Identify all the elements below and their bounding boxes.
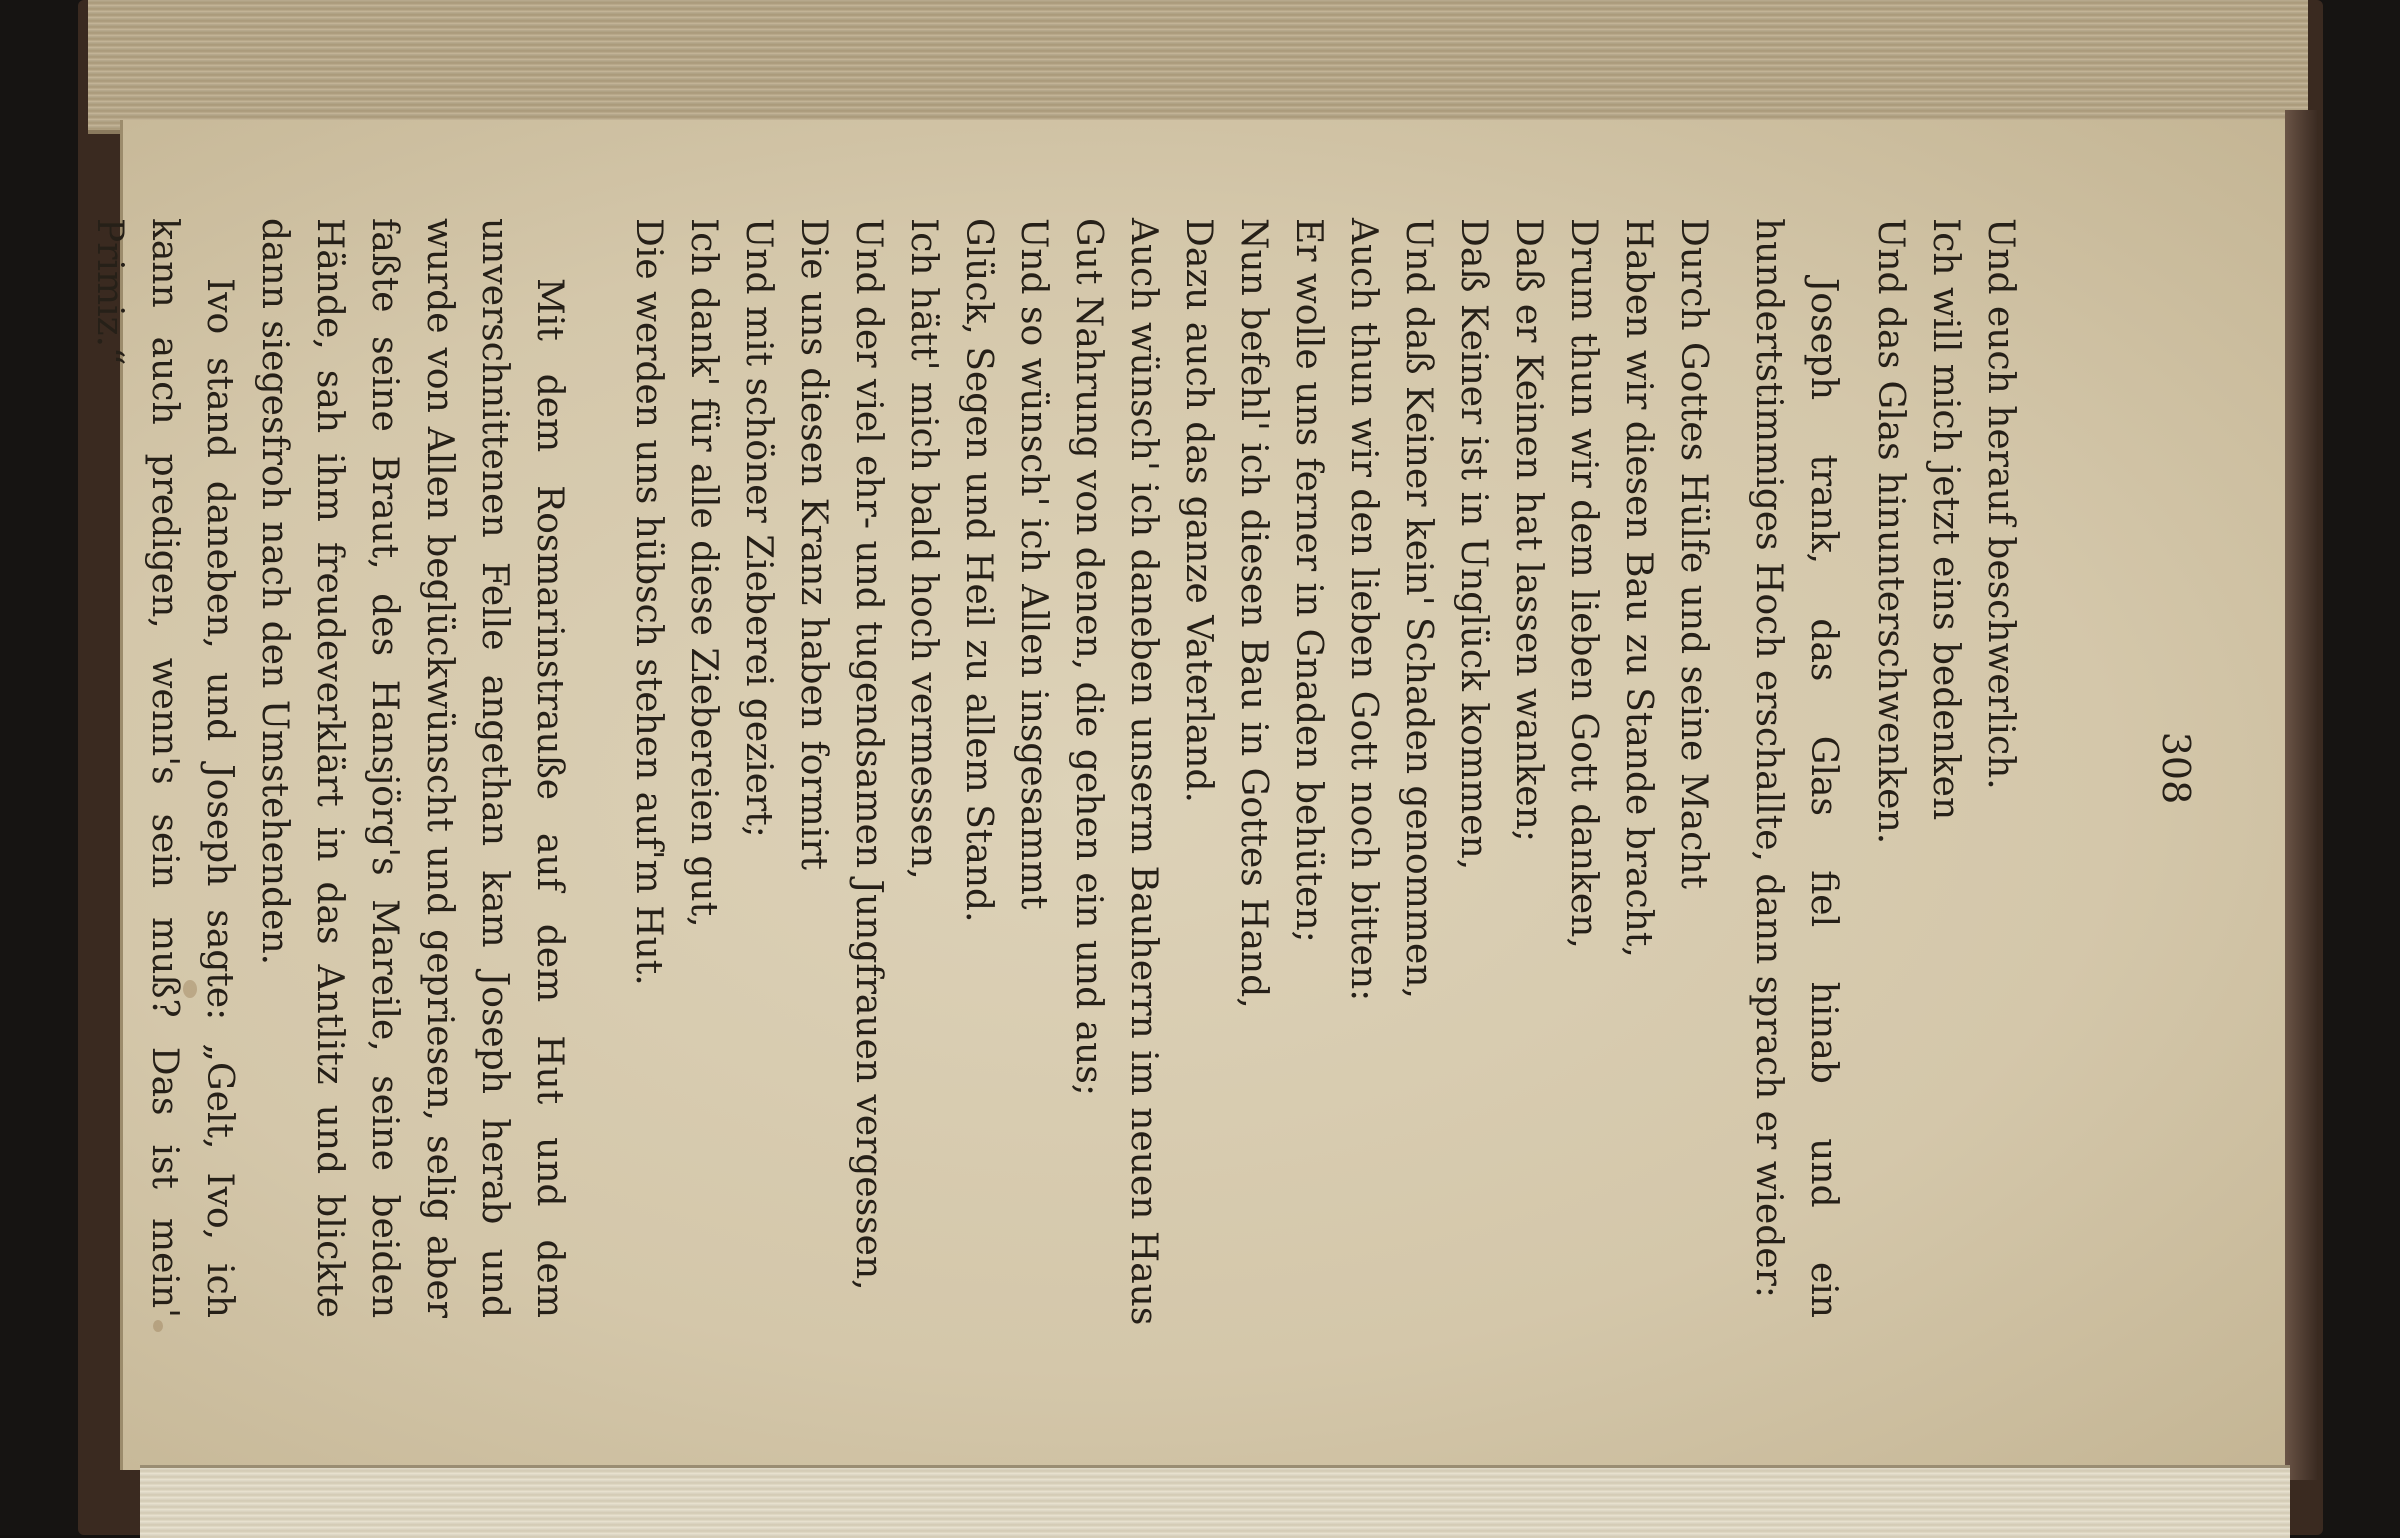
page-number: 308 (2154, 731, 2198, 805)
verse-line: Und euch herauf beschwerlich. (1980, 218, 2021, 790)
verse-line: Ich will mich jetzt eins bedenken (1925, 218, 1966, 821)
verse-line: Und mit schöner Zieberei geziert; (738, 218, 779, 838)
verse-line: Und daß Keiner kein' Schaden genommen, (1398, 218, 1439, 999)
page-stain (153, 1320, 163, 1332)
verse-main (621, 218, 1721, 1326)
verse-line: Er wolle uns ferner in Gnaden behüten; (1288, 218, 1329, 943)
verse-line: Haben wir diesen Bau zu Stande bracht, (1618, 218, 1659, 958)
paragraph: Joseph trank, das Glas fiel hinab und ein hundertstimmiges Hoch erschallte, dann sprach er wieder: (1748, 218, 1844, 1318)
verse-line: Dazu auch das ganze Vaterland. (1178, 218, 1219, 803)
verse-line: Nun befehl' ich diesen Bau in Gottes Hand, (1233, 218, 1274, 1009)
page-body (82, 218, 2028, 1326)
rotated-text-block (89, 218, 2198, 1326)
verse-line: Daß er Keinen hat lassen wanken; (1508, 218, 1549, 842)
verse-line: Glück, Segen und Heil zu allem Stand. (958, 218, 999, 923)
verse-line: Auch thun wir den lieben Gott noch bitten: (1343, 218, 1384, 1002)
verse-line: Durch Gottes Hülfe und seine Macht (1673, 218, 1714, 890)
paragraph: Ivo stand daneben, und Joseph sagte: „Gelt, Ivo, ich kann auch predigen, wenn's sein muß? Das ist mein' Primiz.“ (89, 218, 240, 1318)
verse-line: Drum thun wir dem lieben Gott danken, (1563, 218, 1604, 949)
verse-line: Ich hätt' mich bald hoch vermessen, (903, 218, 944, 880)
page-edges-top (88, 0, 2308, 134)
verse-line: Und so wünsch' ich Allen insgesammt (1013, 218, 1054, 910)
page-edges-bottom (140, 1465, 2290, 1538)
verse-line: Daß Keiner ist in Unglück kommen, (1453, 218, 1494, 871)
verse-line: Und der viel ehr- und tugendsamen Jungfrauen vergessen, (848, 218, 889, 1291)
verse-line: Und das Glas hinunterschwenken. (1870, 218, 1911, 845)
verse-line: Gut Nahrung von denen, die gehen ein und aus; (1068, 218, 1109, 1096)
book-spine (2285, 110, 2317, 1480)
verse-line: Die werden uns hübsch stehen auf'm Hut. (628, 218, 669, 986)
verse-intro (1863, 218, 2028, 1318)
verse-line: Ich dank' für alle diese Ziebereien gut, (683, 218, 724, 928)
paragraph: Mit dem Rosmarinstrauße auf dem Hut und dem unverschnittenen Felle angethan kam Joseph herab und wurde von Allen beglückwünscht und gepriesen, selig aber faßte seine Braut, des Hansjörg's Mareile, seine beiden Hände, sah ihm freudeverklärt in das Antlitz und blickte dann siegesfroh nach den Umstehenden. (254, 218, 570, 1318)
verse-line: Auch wünsch' ich daneben unserm Bauherrn im neuen Haus (1123, 218, 1164, 1326)
verse-line: Die uns diesen Kranz haben formirt (793, 218, 834, 871)
